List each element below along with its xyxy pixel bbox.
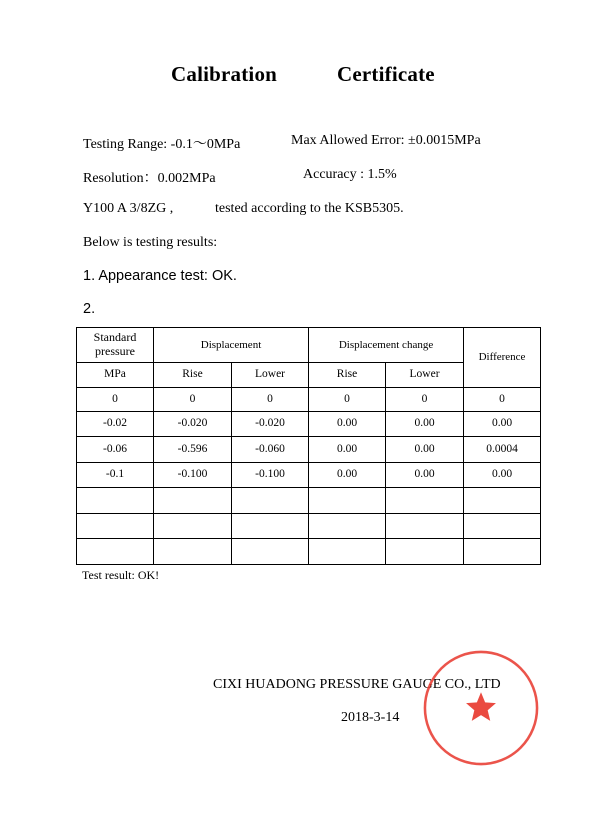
table-cell	[232, 513, 309, 539]
table-cell: 0.00	[386, 437, 464, 463]
stamp-star-icon	[466, 692, 496, 721]
table-cell	[386, 539, 464, 565]
table-cell: -0.02	[77, 411, 154, 437]
table-row	[77, 437, 541, 463]
table-cell	[464, 488, 541, 514]
table-cell	[464, 513, 541, 539]
table-cell: 0.00	[309, 437, 386, 463]
test-result: Test result: OK!	[82, 568, 160, 582]
certificate-date: 2018-3-14	[341, 710, 400, 725]
title-certificate: Certificate	[337, 62, 435, 86]
table-cell: -0.100	[232, 462, 309, 488]
header-standard-pressure: Standard pressure	[77, 328, 154, 363]
table-row	[77, 462, 541, 488]
table-cell: 0	[232, 388, 309, 411]
table-cell	[154, 513, 232, 539]
testing-range: Testing Range: -0.1～0MPa	[83, 137, 241, 152]
table-cell	[232, 488, 309, 514]
table-cell	[309, 513, 386, 539]
tested-according: tested according to the KSB5305.	[215, 201, 404, 216]
table-cell: -0.1	[77, 462, 154, 488]
table-cell	[309, 539, 386, 565]
resolution: Resolution：0.002MPa	[83, 171, 216, 186]
table-cell: 0.00	[464, 462, 541, 488]
title-calibration: Calibration	[171, 62, 278, 86]
results-table	[76, 327, 541, 565]
max-allowed-error: Max Allowed Error: ±0.0015MPa	[291, 133, 481, 148]
table-cell	[154, 488, 232, 514]
table-cell: 0.00	[309, 462, 386, 488]
appearance-test: 1. Appearance test: OK.	[83, 268, 237, 284]
company-name: CIXI HUADONG PRESSURE GAUGE CO., LTD	[213, 677, 501, 692]
table-cell	[154, 539, 232, 565]
table-cell: 0.00	[386, 462, 464, 488]
header-lower: Lower	[232, 362, 309, 388]
table-cell: -0.06	[77, 437, 154, 463]
table-cell: -0.100	[154, 462, 232, 488]
table-row-empty	[77, 513, 541, 539]
table-cell: -0.060	[232, 437, 309, 463]
accuracy: Accuracy : 1.5%	[303, 167, 397, 182]
table-cell: 0	[464, 388, 541, 411]
below-results-label: Below is testing results:	[83, 235, 218, 250]
company-seal-stamp	[422, 649, 540, 767]
table-cell	[77, 539, 154, 565]
table-cell: 0.0004	[464, 437, 541, 463]
table-cell	[386, 513, 464, 539]
header-difference: Difference	[464, 328, 541, 388]
header-mpa: MPa	[77, 362, 154, 388]
table-cell: 0.00	[386, 411, 464, 437]
table-row	[77, 411, 541, 437]
table-cell: 0	[154, 388, 232, 411]
table-cell: 0	[309, 388, 386, 411]
table-row-empty	[77, 539, 541, 565]
table-cell	[77, 513, 154, 539]
table-cell: -0.020	[232, 411, 309, 437]
model-number: Y100 A 3/8ZG ,	[83, 201, 174, 216]
table-cell: 0	[77, 388, 154, 411]
header-change-lower: Lower	[386, 362, 464, 388]
table-cell	[232, 539, 309, 565]
table-cell	[77, 488, 154, 514]
table-cell	[464, 539, 541, 565]
table-cell: 0.00	[309, 411, 386, 437]
header-displacement: Displacement	[154, 328, 309, 363]
header-displacement-change: Displacement change	[309, 328, 464, 363]
table-cell: -0.596	[154, 437, 232, 463]
table-row-empty	[77, 488, 541, 514]
header-change-rise: Rise	[309, 362, 386, 388]
table-cell: 0	[386, 388, 464, 411]
table-header-row	[77, 328, 541, 363]
table-row	[77, 388, 541, 411]
item-2-label: 2.	[83, 301, 96, 317]
header-rise: Rise	[154, 362, 232, 388]
table-cell: 0.00	[464, 411, 541, 437]
table-cell	[309, 488, 386, 514]
table-cell	[386, 488, 464, 514]
table-cell: -0.020	[154, 411, 232, 437]
